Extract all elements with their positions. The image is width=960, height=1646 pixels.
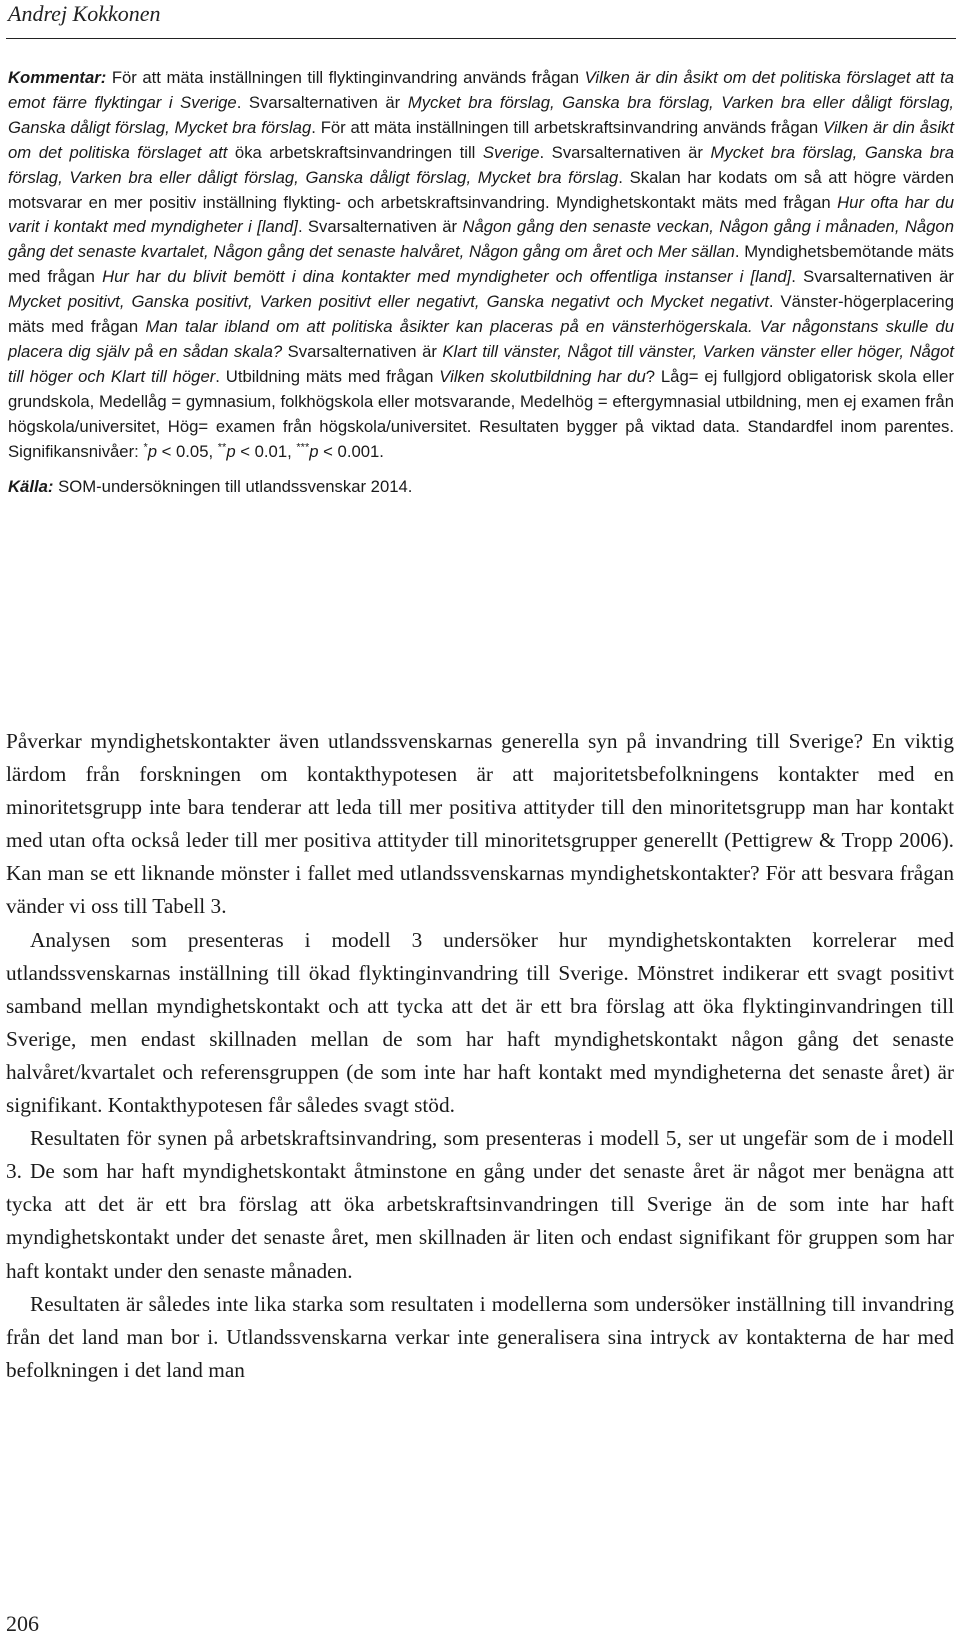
note-text: öka arbetskraftsinvandringen till xyxy=(227,142,483,162)
body-paragraph-2: Analysen som presenteras i modell 3 undersöker hur myndighetskontakten korrelerar med utlandssvenskarnas inställning till ökad flyktinginvandring till Sverige. Mönstret indikerar ett svagt positivt samband mellan myndighetskontakt och att tycka att det är ett bra förslag att öka flyktinginvandringen till Sverige, men endast skillnaden mellan de som har haft myndighetskontakt någon gång det senaste halvåret/kvartalet och referensgruppen (de som inte har haft kontakt med myndigheterna det senaste året) är signifikant. Kontakthypotesen får således svagt stöd. xyxy=(6,927,954,1118)
note-text: . Svarsalternativen är xyxy=(297,217,463,237)
note-alternatives: Mycket positivt, Ganska positivt, Varken positivt eller negativt, Ganska negativt och Mycket negativt xyxy=(8,292,769,312)
note-question: Hur har du blivit bemött i dina kontakter med myndigheter och offentliga instanser i [land] xyxy=(102,267,792,287)
p-symbol: p xyxy=(226,441,236,461)
note-text: . Skalan har kodats om så att högre värden motsvarar en mer positiv inställning flykting- och arbetskraftsinvandring. Myndighetskontakt mäts med frågan xyxy=(8,167,954,212)
body-paragraph-4: Resultaten är således inte lika starka som resultaten i modellerna som undersöker inställning till invandring från det land man bor i. Utlandssvenskarna verkar inte generalisera sina intryck av kontakterna de har med befolkningen i det land man xyxy=(6,1291,954,1382)
note-text: . Svarsalternativen är xyxy=(539,142,711,162)
running-head-author: Andrej Kokkonen xyxy=(8,1,161,26)
note-text: . Utbildning mäts med frågan xyxy=(215,366,440,386)
significance-marker: *** xyxy=(296,441,310,454)
significance-marker: * xyxy=(143,441,148,454)
comment-note xyxy=(8,66,954,465)
source-label: Källa: xyxy=(8,476,54,496)
note-text: ? Låg= ej fullgjord obligatorisk skola eller grundskola, Medellåg = gymnasium, folkhögskola eller motsvarande, Medelhög = eftergymnasial utbildning, men ej examen från högskola/universitet, Hög= examen från högskola/universitet. Resultaten bygger på viktad data. Standardfel inom parentes. Signifikansnivåer: xyxy=(8,366,954,461)
note-question: Vilken är din åsikt om det politiska förslaget att ta emot färre flyktingar i Sverige xyxy=(8,68,954,112)
note-text: < 0.05, xyxy=(157,441,218,461)
note-text: < 0.01, xyxy=(235,441,297,461)
comment-label: Kommentar: xyxy=(8,68,107,87)
body-paragraph-3: Resultaten för synen på arbetskraftsinvandring, som presenteras i modell 5, ser ut ungefär som de i modell 3. De som har haft myndighetskontakt åtminstone en gång under det senaste året är något mer benägna att tycka att det är ett bra förslag att öka arbetskraftsinvandringen till Sverige än de som inte har haft myndighetskontakt under det senaste året, men skillnaden är liten och endast signifikant för gruppen som har haft kontakt under den senaste månaden. xyxy=(6,1126,954,1283)
note-text: . Myndighetsbemötande mäts med frågan xyxy=(8,242,954,287)
page-header xyxy=(6,0,956,39)
note-text: . Svarsalternativen är xyxy=(236,92,408,112)
page-number: 206 xyxy=(6,1611,39,1636)
note-question: Sverige xyxy=(482,142,540,162)
note-question: Hur ofta har du varit i kontakt med myndigheter i [land] xyxy=(8,192,954,237)
table-notes xyxy=(8,66,954,499)
significance-marker: ** xyxy=(217,441,227,454)
note-text: . Vänster-högerplacering mäts med frågan xyxy=(8,292,954,337)
note-question: Vilken är din åsikt om det politiska förslaget att xyxy=(8,117,955,162)
note-question: Man talar ibland om att politiska åsikter kan placeras på en vänsterhögerskala. Var någonstans skulle du placera dig själv på en sådan skala? xyxy=(8,317,954,361)
p-symbol: p xyxy=(147,441,157,461)
note-alternatives: Klart till vänster, Något till vänster, Varken vänster eller höger, Något till höger och Klart till höger xyxy=(8,341,954,386)
note-text: För att mäta inställningen till flyktinginvandring används frågan xyxy=(106,68,585,87)
body-paragraph-1: Påverkar myndighetskontakter även utlandssvenskarnas generella syn på invandring till Sverige? En viktig lärdom från forskningen om kontakthypotesen är att majoritetsbefolkningens kontakter med en minoritetsgrupp inte bara tenderar att leda till mer positiva attityder till den minoritetsgrupp man har kontakt med utan ofta också leder till mer positiva attityder till minoritetsgrupper generellt (Pettigrew & Tropp 2006). Kan man se ett liknande mönster i fallet med utlandssvenskarnas myndighetskontakter? För att besvara frågan vänder vi oss till Tabell 3. xyxy=(6,729,954,919)
source-text: SOM-undersökningen till utlandssvenskar 2014. xyxy=(53,476,413,496)
note-text: Svarsalternativen är xyxy=(282,341,443,361)
body-text xyxy=(6,725,954,1387)
note-question: Vilken skolutbildning har du xyxy=(439,366,646,386)
note-alternatives: Mycket bra förslag, Ganska bra förslag, Varken bra eller dåligt förslag, Ganska dåligt förslag, Mycket bra förslag xyxy=(8,142,954,187)
note-text: < 0.001. xyxy=(318,441,384,461)
p-symbol: p xyxy=(309,441,319,461)
note-alternatives: Mycket bra förslag, Ganska bra förslag, Varken bra eller dåligt förslag, Ganska dåligt förslag, Mycket bra förslag xyxy=(8,92,954,137)
note-text: . Svarsalternativen är xyxy=(791,267,954,287)
note-text: . För att mäta inställningen till arbetskraftsinvandring används frågan xyxy=(311,117,823,137)
source-note xyxy=(8,475,954,500)
note-alternatives: Någon gång den senaste veckan, Någon gång i månaden, Någon gång det senaste kvartalet, Någon gång det senaste halvåret, Någon gång om året och Mer sällan xyxy=(8,217,954,262)
